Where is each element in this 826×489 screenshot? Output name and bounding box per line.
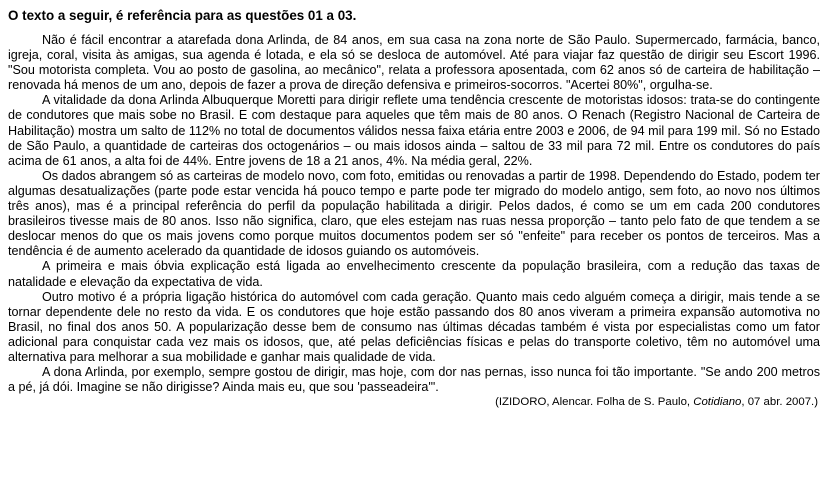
- paragraph-4: A primeira e mais óbvia explicação está ligada ao envelhecimento crescente da população brasileira, com a redução das taxas de natalidade e elevação da expectativa de vida.: [8, 259, 820, 289]
- paragraph-5: Outro motivo é a própria ligação histórica do automóvel com cada geração. Quanto mais cedo alguém começa a dirigir, mais tende a se tornar dependente dele no resto da vida. E os condutores que hoje estão passando dos 80 anos viveram a primeira expansão automotiva no Brasil, no final dos anos 50. A popularização desse bem de consumo nas últimas décadas também é vista por especialistas como um fator adicional para conquistar cada vez mais os idosos, que, até pelas deficiências físicas e pelas do transporte coletivo, têm no automóvel uma alternativa para melhorar a sua mobilidade e ganhar mais qualidade de vida.: [8, 289, 820, 364]
- citation-prefix: (IZIDORO, Alencar. Folha de S. Paulo,: [495, 396, 694, 409]
- citation-suffix: , 07 abr. 2007.): [741, 396, 818, 409]
- article-body: [8, 33, 820, 395]
- paragraph-6: A dona Arlinda, por exemplo, sempre gostou de dirigir, mas hoje, com dor nas pernas, isso nunca foi tão importante. "Se ando 200 metros a pé, já dói. Imagine se não dirigisse? Ainda mais eu, que sou 'passeadeira'".: [8, 365, 820, 395]
- paragraph-1: Não é fácil encontrar a atarefada dona Arlinda, de 84 anos, em sua casa na zona norte de São Paulo. Supermercado, farmácia, banco, igreja, coral, visita às amigas, sua agenda é lotada, e ela só se desloca de automóvel. Até para viajar faz questão de dirigir seu Escort 1996. "Sou motorista completa. Vou ao posto de gasolina, ao mecânico", relata a professora aposentada, com 62 anos só de carteira de habilitação – renovada há menos de um ano, depois de fazer a prova de direção defensiva e primeiros-socorros. "Acertei 80%", orgulha-se.: [8, 33, 820, 93]
- instruction-heading: O texto a seguir, é referência para as questões 01 a 03.: [8, 8, 357, 23]
- paragraph-2: A vitalidade da dona Arlinda Albuquerque Moretti para dirigir reflete uma tendência crescente de motoristas idosos: trata-se do contingente de condutores que mais sobe no Brasil. E com destaque para aqueles que têm mais de 80 anos. O Renach (Registro Nacional de Carteira de Habilitação) mostra um salto de 112% no total de documentos válidos nessa faixa etária entre 2003 e 2006, de 94 mil para 199 mil. Só no Estado de São Paulo, a quantidade de carteiras dos octogenários – ou mais idosos ainda – saltou de 33 mil para 72 mil. Entre os condutores do país acima de 61 anos, a alta foi de 44%. Entre jovens de 18 a 21 anos, 4%. Na média geral, 22%.: [8, 93, 820, 168]
- source-citation: [8, 395, 820, 409]
- citation-section: Cotidiano: [693, 396, 742, 409]
- paragraph-3: Os dados abrangem só as carteiras de modelo novo, com foto, emitidas ou renovadas a partir de 1998. Dependendo do Estado, podem ter algumas desatualizações (parte pode estar vencida há pouco tempo e parte pode ter migrado do modelo antigo, sem foto, ao novo nos últimos três anos), mas é a principal referência do perfil da população habilitada a dirigir. Pelos dados, é como se um em cada 200 condutores brasileiros tivesse mais de 80 anos. Isso não significa, claro, que eles estejam nas ruas nessa proporção – tanto pelo fato de que tendem a se deslocar menos do que os mais jovens como porque muitos documentos podem ser só "enfeite" para receber os pontos de terceiros. Mas a tendência é de aumento acelerado da quantidade de idosos guiando os automóveis.: [8, 168, 820, 259]
